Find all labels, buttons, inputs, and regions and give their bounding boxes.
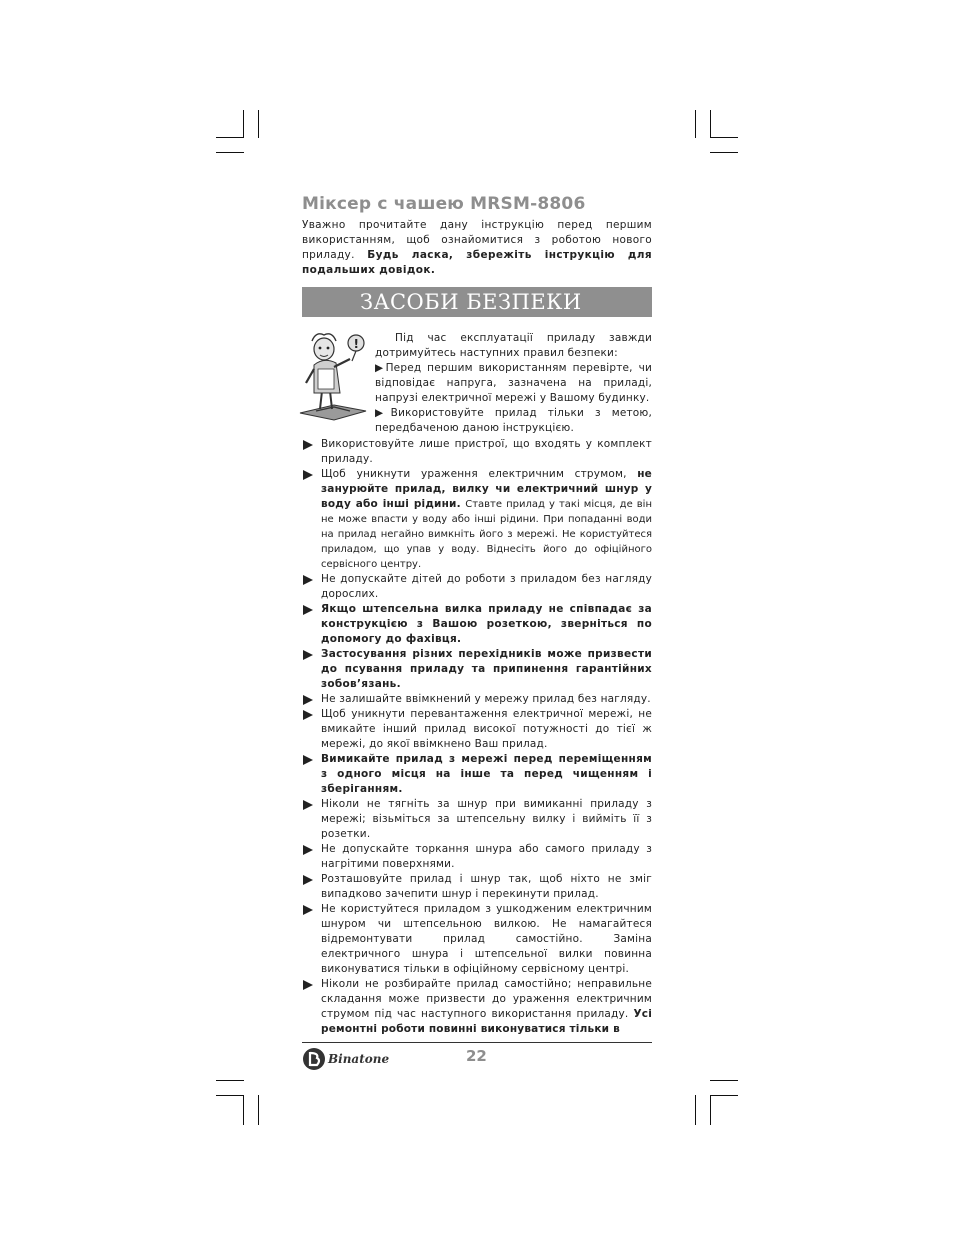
list-item-bold-text: не занурюйте прилад, вилку чи електричний шнур у воду або інші рідини. <box>321 468 652 510</box>
crop-mark <box>710 110 711 138</box>
section-banner <box>302 287 652 317</box>
crop-mark <box>258 1095 259 1125</box>
crop-mark <box>216 1095 244 1096</box>
list-item-text: Використовуйте лише пристрої, що входять у комплект приладу. <box>321 438 652 465</box>
list-item <box>302 977 652 1037</box>
list-item <box>302 467 652 572</box>
list-item-text: Не допускайте дітей до роботи з приладом без нагляду дорослих. <box>321 573 652 600</box>
crop-mark <box>243 110 244 138</box>
list-item <box>302 437 652 467</box>
intro-paragraph <box>302 218 652 278</box>
list-item-text: Ніколи не тягніть за шнур при вимиканні приладу з мережі; візьміться за штепсельну вилку і вийміть її з розетки. <box>321 798 652 840</box>
triangle-right-icon <box>303 575 313 585</box>
list-item-text: Якщо штепсельна вилка приладу не співпадає за конструкцією з Вашою розеткою, зверніться по допомогу до фахівця. <box>321 603 652 645</box>
triangle-right-icon <box>303 710 313 720</box>
list-item-text: Вимикайте прилад з мережі перед переміщенням з одного місця на інше та перед чищенням і зберіганням. <box>321 753 652 795</box>
list-item <box>302 902 652 977</box>
safety-intro <box>375 331 652 436</box>
crop-mark <box>710 1095 711 1125</box>
crop-mark <box>710 1095 738 1096</box>
triangle-right-icon <box>303 440 313 450</box>
list-item <box>302 797 652 842</box>
intro-text: Уважно прочитайте дану інструкцію перед першим використанням, щоб ознайомитися з роботою нового приладу. <box>302 219 652 261</box>
crop-mark <box>695 110 696 138</box>
list-item <box>302 692 652 707</box>
list-item-text: Ставте прилад у такі місця, де він не може впасти у воду або інші рідини. При попаданні води на прилад негайно вимкніть його з мережі. Не користуйтеся приладом, що упав у воду. Віднесіть його до офіційного сервісного центру. <box>321 499 652 570</box>
list-item <box>302 602 652 647</box>
binatone-logo <box>302 1046 402 1072</box>
professor-warning-illustration <box>294 327 376 423</box>
crop-mark <box>216 137 244 138</box>
triangle-right-icon <box>303 650 313 660</box>
list-item <box>302 647 652 692</box>
crop-mark <box>216 152 244 153</box>
list-item-text: Застосування різних перехідників може призвести до псування приладу та припинення гарантійних зобов’язань. <box>321 648 652 690</box>
triangle-right-icon <box>303 470 313 480</box>
safety-sub-item: ▶Використовуйте прилад тільки з метою, передбаченою даною інструкцією. <box>375 407 652 434</box>
triangle-right-icon <box>303 755 313 765</box>
triangle-right-icon <box>303 875 313 885</box>
triangle-right-icon <box>303 980 313 990</box>
footer-divider <box>302 1042 652 1043</box>
page-number: 22 <box>466 1047 487 1065</box>
section-title: ЗАСОБИ БЕЗПЕКИ <box>360 290 582 314</box>
svg-text:!: ! <box>353 337 359 351</box>
triangle-right-icon <box>303 605 313 615</box>
list-item-text: Розташовуйте прилад і шнур так, щоб ніхто не зміг випадково зачепити шнур і перекинути прилад. <box>321 873 652 900</box>
triangle-right-icon <box>303 845 313 855</box>
brand-name: Binatone <box>328 1052 390 1066</box>
triangle-right-icon <box>303 800 313 810</box>
binatone-logo-mark <box>302 1047 326 1071</box>
crop-mark <box>216 1080 244 1081</box>
crop-mark <box>258 110 259 138</box>
list-item-bold-text: Усі ремонтні роботи повинні виконуватися тільки в <box>321 1008 652 1035</box>
triangle-right-icon <box>303 905 313 915</box>
list-item-text: Не допускайте торкання шнура або самого приладу з нагрітими поверхнями. <box>321 843 652 870</box>
list-item <box>302 572 652 602</box>
safety-sub-item: ▶Перед першим використанням перевірте, чи відповідає напруга, зазначена на приладі, напрузі електричної мережі у Вашому будинку. <box>375 362 652 404</box>
list-item-text: Щоб уникнути ураження електричним струмом, <box>321 468 627 480</box>
crop-mark <box>710 137 738 138</box>
list-item-text: Ніколи не розбирайте прилад самостійно; неправильне складання може призвести до ураження електричним струмом під час наступного використання приладу. <box>321 978 652 1020</box>
list-item <box>302 842 652 872</box>
crop-mark <box>695 1095 696 1125</box>
list-item-text: Не залишайте ввімкнений у мережу прилад без нагляду. <box>321 693 651 705</box>
list-item <box>302 707 652 752</box>
intro-bold-text: Будь ласка, збережіть інструкцію для подальших довідок. <box>302 249 653 276</box>
list-item-text: Не користуйтеся приладом з ушкодженим електричним шнуром чи штепсельною вилкою. Не намагайтеся відремонтувати прилад самостійно. Заміна електричного шнура і штепсельної вилки повинна виконуватися тільки в офіційному сервісному центрі. <box>321 903 652 975</box>
safety-list <box>302 437 652 1037</box>
safety-intro-text: Під час експлуатації приладу завжди дотримуйтесь наступних правил безпеки: <box>375 332 652 359</box>
list-item <box>302 752 652 797</box>
list-item-text: Щоб уникнути перевантаження електричної мережі, не вмикайте інший прилад високої потужності до тієї ж мережі, до якої ввімкнено Ваш прилад. <box>321 708 652 750</box>
crop-mark <box>710 152 738 153</box>
crop-mark <box>710 1080 738 1081</box>
crop-mark <box>243 1095 244 1125</box>
page-title: Міксер с чашею MRSM-8806 <box>302 194 586 214</box>
list-item <box>302 872 652 902</box>
triangle-right-icon <box>303 695 313 705</box>
